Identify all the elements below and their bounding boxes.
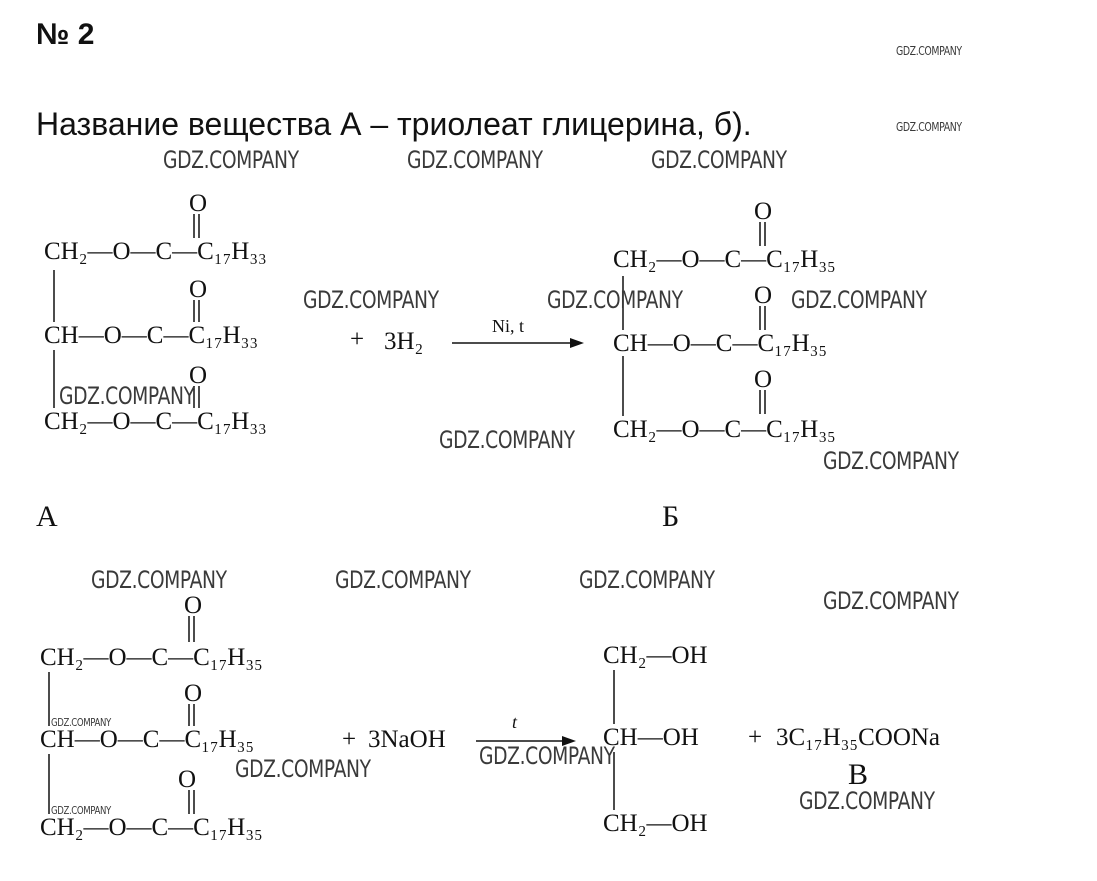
- watermark: GDZ.COMPANY: [303, 286, 439, 314]
- watermark: GDZ.COMPANY: [59, 382, 195, 410]
- watermark: GDZ.COMPANY: [823, 447, 959, 475]
- statement-text: Название вещества А – триолеат глицерина, б).: [36, 106, 752, 142]
- watermark: GDZ.COMPANY: [439, 426, 575, 454]
- reagent-h2: 3H₂: [384, 328, 424, 355]
- plus-sign: +: [350, 326, 365, 353]
- label-a: А: [36, 500, 58, 533]
- formula-row-2: CH—O—C—C₁₇H₃₅: [40, 726, 255, 753]
- carbonyl-oxygen: O: [184, 592, 203, 619]
- reagent-naoh: 3NaOH: [368, 726, 446, 753]
- watermark: GDZ.COMPANY: [235, 755, 371, 783]
- plus-sign: +: [342, 726, 357, 753]
- watermark: GDZ.COMPANY: [823, 587, 959, 615]
- formula-row-3: CH₂—O—C—C₁₇H₃₃: [44, 408, 267, 435]
- label-b: Б: [662, 500, 680, 533]
- watermark: GDZ.COMPANY: [335, 566, 471, 594]
- formula-row-1: CH₂—O—C—C₁₇H₃₅: [40, 644, 263, 671]
- formula-row-3: CH₂—O—C—C₁₇H₃₅: [40, 814, 263, 841]
- sodium-stearate: 3C₁₇H₃₅COONa: [776, 724, 941, 751]
- carbonyl-oxygen: O: [754, 282, 773, 309]
- reaction-conditions: t: [512, 712, 518, 732]
- glycerol-row-3: CH₂—OH: [603, 810, 708, 837]
- watermark: GDZ.COMPANY: [579, 566, 715, 594]
- watermark: GDZ.COMPANY: [51, 804, 111, 817]
- carbonyl-oxygen: O: [178, 766, 197, 793]
- watermark: GDZ.COMPANY: [91, 566, 227, 594]
- watermark: GDZ.COMPANY: [547, 286, 683, 314]
- plus-sign: +: [748, 724, 763, 751]
- watermark: GDZ.COMPANY: [479, 742, 615, 770]
- carbonyl-oxygen: O: [184, 680, 203, 707]
- watermark: GDZ.COMPANY: [896, 120, 962, 134]
- formula-row-2: CH—O—C—C₁₇H₃₃: [44, 322, 259, 349]
- watermark: GDZ.COMPANY: [163, 146, 299, 174]
- formula-row-1: CH₂—O—C—C₁₇H₃₃: [44, 238, 267, 265]
- carbonyl-oxygen: O: [754, 198, 773, 225]
- watermark: GDZ.COMPANY: [791, 286, 927, 314]
- carbonyl-oxygen: O: [754, 366, 773, 393]
- glycerol-row-1: CH₂—OH: [603, 642, 708, 669]
- glycerol-row-2: CH—OH: [603, 724, 699, 751]
- watermark: GDZ.COMPANY: [407, 146, 543, 174]
- formula-row-3: CH₂—O—C—C₁₇H₃₅: [613, 416, 836, 443]
- carbonyl-oxygen: O: [189, 190, 208, 217]
- watermark: GDZ.COMPANY: [51, 716, 111, 729]
- problem-number: № 2: [36, 18, 95, 51]
- reaction-conditions: Ni, t: [492, 316, 525, 336]
- watermark: GDZ.COMPANY: [896, 44, 962, 58]
- watermark: GDZ.COMPANY: [799, 787, 935, 815]
- carbonyl-oxygen: O: [189, 362, 208, 389]
- formula-row-2: CH—O—C—C₁₇H₃₅: [613, 330, 828, 357]
- watermark: GDZ.COMPANY: [651, 146, 787, 174]
- formula-row-1: CH₂—O—C—C₁₇H₃₅: [613, 246, 836, 273]
- carbonyl-oxygen: O: [189, 276, 208, 303]
- label-v: В: [848, 758, 869, 791]
